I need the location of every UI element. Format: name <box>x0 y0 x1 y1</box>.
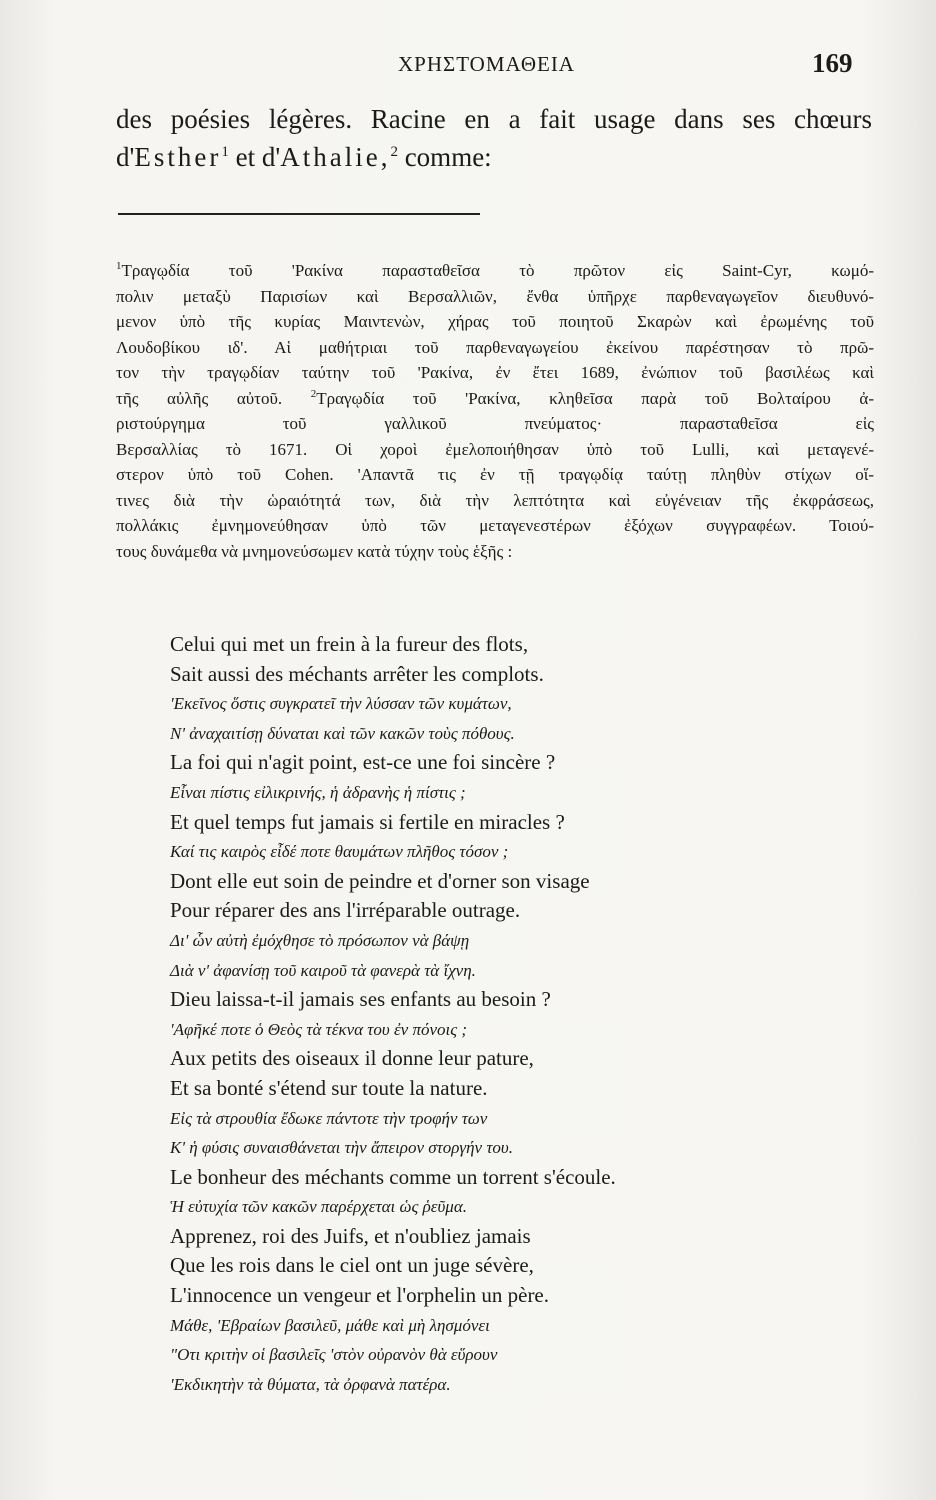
verse-line: 'Αφῆκέ ποτε ὁ Θεὸς τὰ τέκνα του ἐν πόνοις ; <box>170 1019 468 1039</box>
footnote-marker-2: 2 <box>310 387 317 400</box>
footnote-ref-2: 2 <box>390 144 398 160</box>
verse-line: Εἰς τὰ στρουθία ἔδωκε πάντοτε τὴν τροφήν των <box>170 1108 488 1128</box>
verse-line: L'innocence un vengeur et l'orphelin un père. <box>170 1283 550 1308</box>
footnote-text: Τραγῳδία τοῦ 'Ρακίνα, κληθεῖσα παρὰ τοῦ Βολταίρου ἀ- <box>316 388 874 408</box>
intro-paragraph <box>116 100 872 176</box>
footnote-block <box>116 258 874 564</box>
verse-line: Καί τις καιρὸς εἶδέ ποτε θαυμάτων πλῆθος τόσον ; <box>170 842 509 862</box>
footnote-ref-1: 1 <box>221 144 229 160</box>
footnote-line: τον τὴν τραγῳδίαν ταύτην τοῦ 'Ρακίνα, ἐν ἔτει 1689, ἐνώπιον τοῦ βασιλέως καὶ <box>116 363 874 382</box>
footnote-text: τῆς αὐλῆς αὐτοῦ. <box>116 388 283 408</box>
footnote-line: ριστούργημα τοῦ γαλλικοῦ πνεύματος· παρασταθεῖσα εἰς <box>116 414 874 433</box>
verse-line: Ν' ἀναχαιτίσῃ δύναται καὶ τῶν κακῶν τοὺς πόθους. <box>170 723 515 743</box>
verse-line: Pour réparer des ans l'irréparable outrage. <box>170 898 521 923</box>
footnote-line: μενον ὑπὸ τῆς κυρίας Μαιντενὼν, χήρας τοῦ ποιητοῦ Σκαρὼν καὶ ἐρωμένης τοῦ <box>116 312 874 331</box>
title-athalie: Athalie, <box>280 142 391 172</box>
footnote-line <box>116 258 874 284</box>
verse-line: Ἡ εὐτυχία τῶν κακῶν παρέρχεται ὡς ῥεῦμα. <box>170 1197 468 1217</box>
verse-line: Le bonheur des méchants comme un torrent s'écoule. <box>170 1164 616 1189</box>
intro-text: et d' <box>228 142 281 172</box>
verse-line: Apprenez, roi des Juifs, et n'oubliez jamais <box>170 1223 531 1248</box>
verse-line: 'Εκδικητὴν τὰ θύματα, τὰ ὀρφανὰ πατέρα. <box>170 1374 451 1394</box>
verse-line: "Οτι κριτὴν οἱ βασιλεῖς 'στὸν οὐρανὸν θὰ εὕρουν <box>170 1345 498 1365</box>
footnote-line: στερον ὑπὸ τοῦ Cohen. 'Απαντᾶ τις ἐν τῇ τραγῳδίᾳ ταύτῃ πληθὺν στίχων οἵ- <box>116 465 874 484</box>
footnote-marker-1: 1 <box>116 260 122 272</box>
verse-line: Εἶναι πίστις εἰλικρινής, ἡ ἀδρανὴς ἡ πίστις ; <box>170 782 466 802</box>
verse-line: Aux petits des oiseaux il donne leur pature, <box>170 1046 534 1071</box>
verse-line: Celui qui met un frein à la fureur des flots, <box>170 632 529 656</box>
footnote-line: Βερσαλλίας τὸ 1671. Οἱ χοροὶ ἐμελοποιήθησαν ὑπὸ τοῦ Lulli, καὶ μεταγενέ- <box>116 439 874 459</box>
intro-line-1: des poésies légères. Racine en a fait usage dans ses chœurs <box>116 104 872 134</box>
footnote-separator <box>118 213 480 215</box>
verse-line: Et quel temps fut jamais si fertile en miracles ? <box>170 809 565 834</box>
verse-line: Et sa bonté s'étend sur toute la nature. <box>170 1075 488 1100</box>
verse-line: Que les rois dans le ciel ont un juge sévère, <box>170 1253 534 1278</box>
intro-text: comme: <box>397 142 492 172</box>
footnote-line: πολιν μεταξὺ Παρισίων καὶ Βερσαλλιῶν, ἔνθα ὑπῆρχε παρθεναγωγεῖον διευθυνό- <box>116 286 874 306</box>
intro-text: d' <box>116 142 135 172</box>
verse-line: Κ' ἡ φύσις συναισθάνεται τὴν ἄπειρον στοργήν του. <box>170 1138 513 1158</box>
verse-line: 'Εκεῖνος ὅστις συγκρατεῖ τὴν λύσσαν τῶν κυμάτων, <box>170 694 512 714</box>
footnote-line: τινες διὰ τὴν ὡραιότητά των, διὰ τὴν λεπτότητα καὶ εὐγένειαν τῆς ἐκφράσεως, <box>116 490 874 510</box>
verse-line: Dieu laissa-t-il jamais ses enfants au besoin ? <box>170 987 551 1012</box>
footnote-text: Τραγῳδία τοῦ 'Ρακίνα παρασταθεῖσα τὸ πρῶτον εἰς Saint-Cyr, κωμό- <box>121 261 874 280</box>
footnote-line: πολλάκις ἐμνημονεύθησαν ὑπὸ τῶν μεταγενεστέρων ἐξόχων συγγραφέων. Τοιού- <box>116 516 874 535</box>
running-head <box>0 48 936 88</box>
verse-line: Δι' ὧν αὐτὴ ἐμόχθησε τὸ πρόσωπον νὰ βάψῃ <box>170 930 470 950</box>
verse-line: Μάθε, 'Εβραίων βασιλεῦ, μάθε καὶ μὴ λησμόνει <box>170 1315 490 1335</box>
running-title: ΧΡΗΣΤΟΜΑΘΕΙΑ <box>398 52 575 76</box>
footnote-line: Λουδοβίκου ιδ'. Αἱ μαθήτριαι τοῦ παρθεναγωγείου ἐκείνου παρέστησαν τὸ πρῶ- <box>116 337 874 357</box>
intro-line-2 <box>116 138 872 176</box>
page-number: 169 <box>812 48 853 78</box>
verse-line: Sait aussi des méchants arrêter les complots. <box>170 661 544 686</box>
footnote-line: τους δυνάμεθα νὰ μνημονεύσωμεν κατὰ τύχην τοὺς ἑξῆς : <box>116 541 513 561</box>
verse-line: Διὰ ν' ἀφανίσῃ τοῦ καιροῦ τὰ φανερὰ τὰ ἴχνη. <box>170 960 476 980</box>
verse-block <box>170 630 730 1399</box>
title-esther: Esther <box>134 142 222 172</box>
footnote-line <box>116 386 874 412</box>
verse-line: La foi qui n'agit point, est-ce une foi sincère ? <box>170 750 556 775</box>
verse-line: Dont elle eut soin de peindre et d'orner son visage <box>170 868 590 893</box>
